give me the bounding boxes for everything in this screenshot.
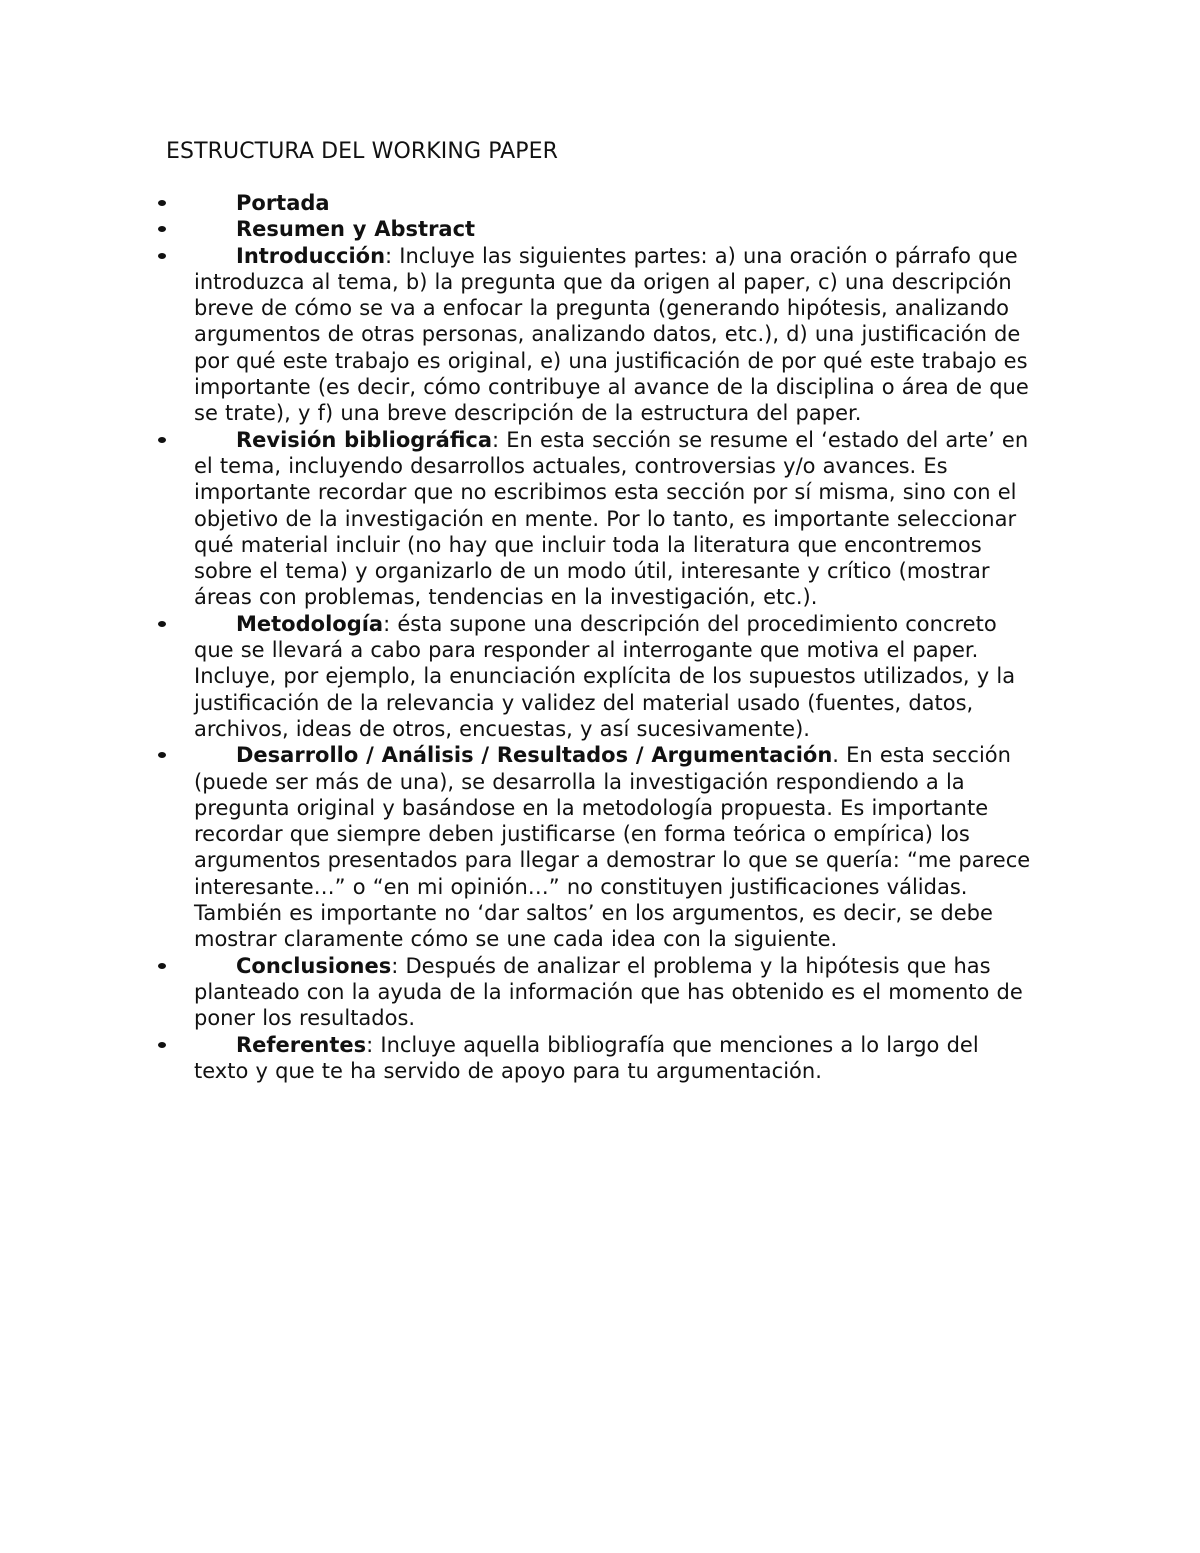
item-term: Conclusiones xyxy=(236,953,392,978)
list-item-desarrollo xyxy=(0,742,1034,952)
bullet-icon xyxy=(158,1042,166,1048)
item-text: : Incluye las siguientes partes: a) una oración o párrafo que introduzca al tema, b) la pregunta que da origen al paper, c) una descripción breve de cómo se va a enfocar la pregunta (generando hipótesis, analizando argumentos de otras personas, analizando datos, etc.), d) una justificación de por qué este trabajo es original, e) una justificación de por qué este trabajo es importante (es decir, cómo contribuye al avance de la disciplina o área de que se trate), y f) una breve descripción de la estructura del paper. xyxy=(194,243,1029,426)
list-item-metodologia xyxy=(0,611,1034,742)
item-term: Metodología xyxy=(236,611,384,636)
bullet-icon xyxy=(158,621,166,627)
bullet-icon xyxy=(158,963,166,969)
item-term: Revisión bibliográfica xyxy=(236,427,493,452)
document-title: ESTRUCTURA DEL WORKING PAPER xyxy=(166,139,559,164)
bullet-icon xyxy=(158,226,166,232)
bullet-icon xyxy=(158,253,166,259)
list-item-portada xyxy=(0,190,1034,216)
item-text: : Después de analizar el problema y la hipótesis que has planteado con la ayuda de la información que has obtenido es el momento de poner los resultados. xyxy=(194,953,1023,1031)
item-term: Introducción xyxy=(236,243,386,268)
item-term: Desarrollo / Análisis / Resultados / Argumentación xyxy=(236,743,833,768)
item-term: Referentes xyxy=(236,1032,367,1057)
section-list xyxy=(0,190,1200,1084)
list-item-introduccion xyxy=(0,243,1034,427)
bullet-icon xyxy=(158,200,166,206)
item-text: : ésta supone una descripción del procedimiento concreto que se llevará a cabo para responder al interrogante que motiva el paper. Incluye, por ejemplo, la enunciación explícita de los supuestos utilizados, y la justificación de la relevancia y validez del material usado (fuentes, datos, archivos, ideas de otros, encuestas, y así sucesivamente). xyxy=(194,611,1016,741)
list-item-revision xyxy=(0,427,1034,611)
item-term: Portada xyxy=(236,191,330,215)
bullet-icon xyxy=(158,752,166,758)
item-text: : Incluye aquella bibliografía que menciones a lo largo del texto y que te ha servido de apoyo para tu argumentación. xyxy=(194,1032,979,1083)
bullet-icon xyxy=(158,437,166,443)
item-text: : En esta sección se resume el ‘estado del arte’ en el tema, incluyendo desarrollos actuales, controversias y/o avances. Es importante recordar que no escribimos esta sección por sí misma, sino con el objetivo de la investigación en mente. Por lo tanto, es importante seleccionar qué material incluir (no hay que incluir toda la literatura que encontremos sobre el tema) y organizarlo de un modo útil, interesante y crítico (mostrar áreas con problemas, tendencias en la investigación, etc.). xyxy=(194,427,1029,610)
item-text: . En esta sección (puede ser más de una), se desarrolla la investigación respondiendo a la pregunta original y basándose en la metodología propuesta. Es importante recordar que siempre deben justificarse (en forma teórica o empírica) los argumentos presentados para llegar a demostrar lo que se quería: “me parece interesante…” o “en mi opinión…” no constituyen justificaciones válidas. También es importante no ‘dar saltos’ en los argumentos, es decir, se debe mostrar claramente cómo se une cada idea con la siguiente. xyxy=(194,743,1031,952)
item-term: Resumen y Abstract xyxy=(236,217,476,242)
list-item-referentes xyxy=(0,1032,1034,1085)
list-item-resumen xyxy=(0,216,1034,242)
list-item-conclusiones xyxy=(0,953,1034,1032)
